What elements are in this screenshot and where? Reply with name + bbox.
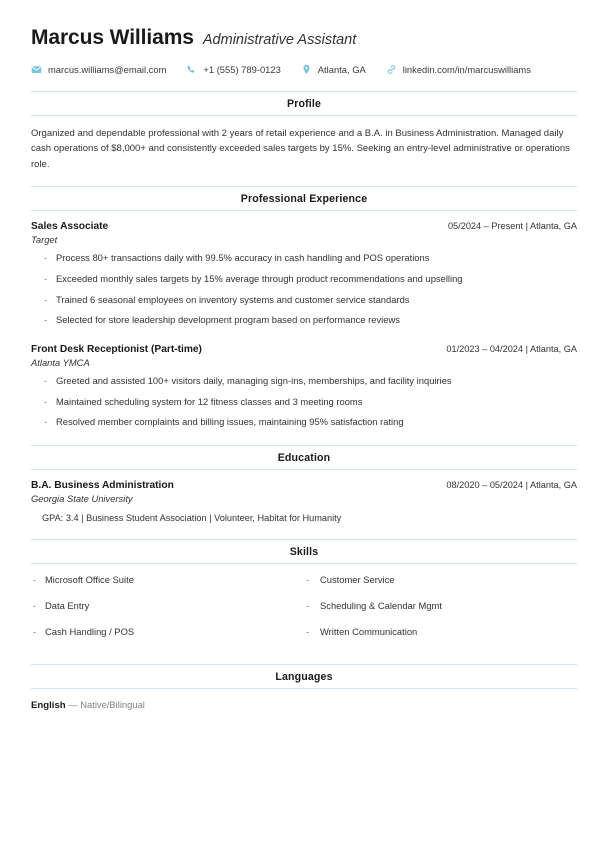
contact-phone[interactable] [186, 64, 280, 75]
skills-grid [31, 574, 577, 664]
list-item: - Selected for store leadership development program based on performance reviews [42, 314, 577, 327]
experience-company: Target [31, 234, 58, 246]
experience-bullet-list [31, 252, 577, 327]
skills-column-right [304, 574, 577, 652]
experience-job-title: Front Desk Receptionist (Part-time) [31, 343, 202, 355]
skills-column-left [31, 574, 304, 652]
list-item: - Microsoft Office Suite [31, 574, 304, 585]
education-entry-header [31, 480, 577, 491]
list-item: - Scheduling & Calendar Mgmt [304, 600, 577, 611]
resume-header [31, 26, 577, 50]
experience-company: Atlanta YMCA [31, 356, 90, 368]
experience-date-location: 05/2024 – Present | Atlanta, GA [447, 221, 577, 232]
experience-bullet-list [31, 375, 577, 429]
section-heading-education: Education [31, 445, 577, 470]
section-heading-profile: Profile [31, 91, 577, 116]
section-skills [31, 539, 577, 664]
contact-phone-text: +1 (555) 789-0123 [203, 64, 281, 75]
experience-entry-header [31, 221, 577, 232]
envelope-icon [31, 64, 42, 75]
education-details: GPA: 3.4 | Business Student Association | Volunteer, Habitat for Humanity [42, 512, 342, 523]
contact-email[interactable] [31, 64, 166, 75]
experience-entry-header [31, 344, 577, 355]
list-item: - Resolved member complaints and billing issues, maintaining 95% satisfaction rating [42, 416, 577, 429]
section-body-experience [31, 211, 577, 445]
candidate-job-title: Administrative Assistant [202, 32, 357, 48]
list-item: - Greeted and assisted 100+ visitors daily, managing sign-ins, memberships, and facility inquiries [42, 375, 577, 388]
profile-summary-text: Organized and dependable professional with 2 years of retail experience and a B.A. in Business Administration. Managed daily cash operations of $8,000+ and consistently exceeded sales targets by 15%. Seeking an entry-level administrative or operations role. [31, 128, 570, 170]
section-body-profile [31, 116, 577, 186]
education-degree: B.A. Business Administration [31, 479, 174, 491]
contact-email-text: marcus.williams@email.com [48, 64, 167, 75]
contact-linkedin-text: linkedin.com/in/marcuswilliams [402, 64, 531, 75]
experience-entry [31, 344, 577, 429]
list-item: - Data Entry [31, 600, 304, 611]
language-item [31, 699, 577, 721]
language-name: English [31, 699, 66, 711]
list-item: - Exceeded monthly sales targets by 15% average through product recommendations and upselling [42, 273, 577, 286]
experience-date-location: 01/2023 – 04/2024 | Atlanta, GA [446, 343, 577, 354]
entry-spacer [31, 437, 577, 445]
education-entry [31, 480, 577, 537]
section-experience [31, 186, 577, 445]
experience-entry [31, 221, 577, 327]
education-date-location: 08/2020 – 05/2024 | Atlanta, GA [446, 479, 577, 490]
candidate-name: Marcus Williams [31, 26, 194, 49]
list-item: - Customer Service [304, 574, 577, 585]
link-icon [386, 64, 397, 75]
section-heading-experience: Professional Experience [31, 186, 577, 211]
list-item: - Cash Handling / POS [31, 626, 304, 637]
contact-linkedin[interactable] [386, 64, 531, 75]
contact-location-text: Atlanta, GA [317, 64, 366, 75]
section-heading-skills: Skills [31, 539, 577, 564]
list-item: - Process 80+ transactions daily with 99.5% accuracy in cash handling and POS operations [42, 252, 577, 265]
phone-icon [186, 64, 197, 75]
section-body-education [31, 470, 577, 537]
language-proficiency: — Native/Bilingual [68, 698, 145, 710]
experience-job-title: Sales Associate [31, 221, 109, 233]
section-languages [31, 664, 577, 721]
section-education [31, 445, 577, 537]
section-heading-languages: Languages [31, 664, 577, 689]
education-school: Georgia State University [31, 492, 133, 504]
list-item: - Written Communication [304, 626, 577, 637]
map-pin-icon [301, 64, 312, 75]
list-item: - Maintained scheduling system for 12 fitness classes and 3 meeting rooms [42, 396, 577, 409]
entry-spacer [31, 335, 577, 344]
contact-info-row [31, 64, 577, 75]
contact-location [301, 64, 366, 75]
section-profile [31, 91, 577, 186]
section-body-skills [31, 564, 577, 664]
section-body-languages [31, 689, 577, 721]
list-item: - Trained 6 seasonal employees on inventory systems and customer service standards [42, 294, 577, 307]
